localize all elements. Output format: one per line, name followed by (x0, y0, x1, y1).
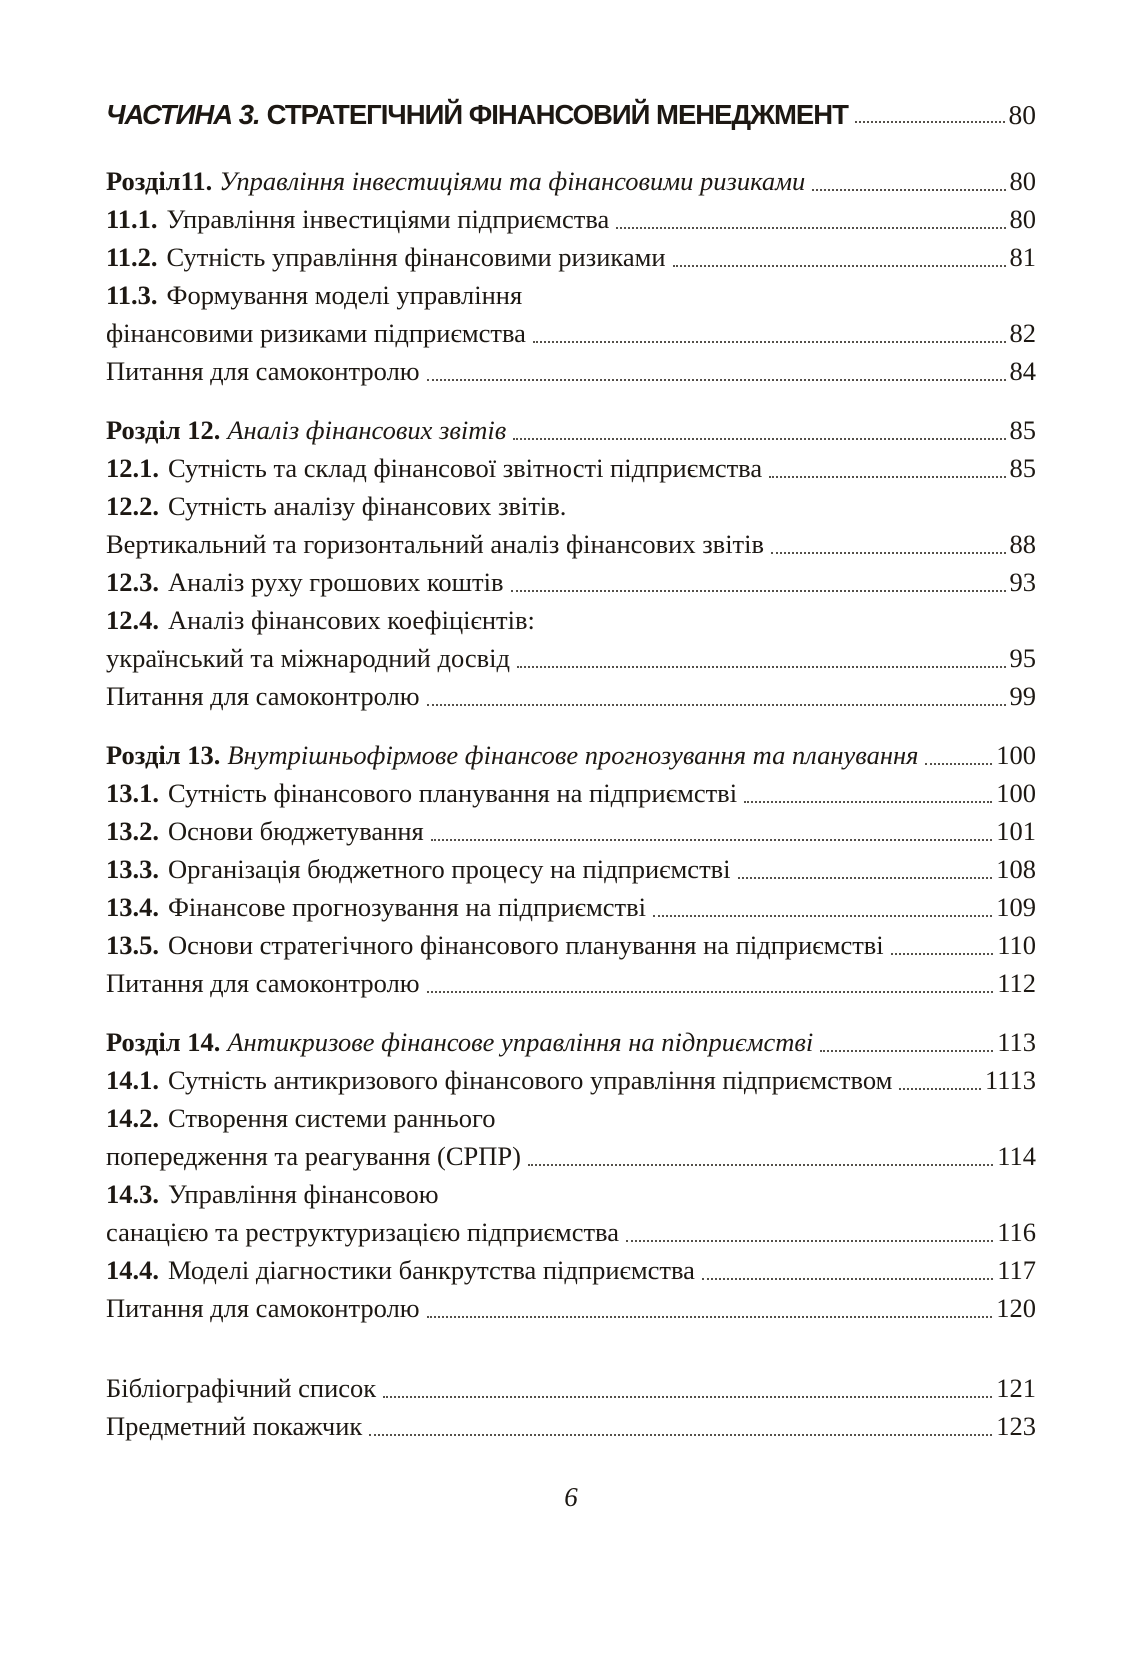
toc-entry (106, 774, 1036, 812)
footer-page-number: 6 (564, 1482, 578, 1512)
toc-entry-number: 13.4. (106, 892, 159, 922)
toc-entry-title: український та міжнародний досвід (106, 643, 510, 673)
toc-entry (106, 1213, 1036, 1251)
part-number: ЧАСТИНА 3. (106, 99, 260, 130)
toc-entry-title: Створення системи раннього (168, 1103, 496, 1133)
toc-entry-number: 14.4. (106, 1255, 159, 1285)
toc-entry-title: Сутність аналізу фінансових звітів. (168, 491, 567, 521)
toc-entry-title: Питання для самоконтролю (106, 681, 420, 711)
toc-entry-number: 12.3. (106, 567, 159, 597)
toc-entry (106, 1251, 1036, 1289)
toc-entry-page: 110 (997, 930, 1036, 960)
leader-dots (511, 590, 1006, 592)
toc-entry (106, 888, 1036, 926)
leader-dots (427, 704, 1006, 706)
toc-entry-page: 85 (1009, 415, 1036, 445)
leader-dots (653, 915, 992, 917)
toc-entries (106, 162, 1036, 1445)
leader-dots (771, 552, 1005, 554)
toc-entry (106, 411, 1036, 449)
toc-entry-page: 123 (996, 1411, 1036, 1441)
toc-group (106, 1023, 1036, 1327)
toc-entry-number: 11.2. (106, 242, 158, 272)
toc-entry-page: 121 (996, 1373, 1036, 1403)
toc-group (106, 736, 1036, 1002)
part-header (106, 98, 1036, 132)
toc-entry-number: 14.3. (106, 1179, 159, 1209)
toc-entry-page: 84 (1009, 356, 1036, 386)
toc-entry-number: Розділ 12. (106, 415, 221, 445)
leader-dots (626, 1240, 993, 1242)
toc-entry (106, 238, 1036, 276)
toc-entry-title: Питання для самоконтролю (106, 356, 420, 386)
leader-dots (383, 1396, 992, 1398)
toc-entry-title: Сутність антикризового фінансового управління підприємством (168, 1065, 893, 1095)
toc-entry (106, 1061, 1036, 1099)
toc-group (106, 162, 1036, 390)
leader-dots (427, 991, 994, 993)
leader-dots (616, 227, 1005, 229)
toc-entry (106, 1023, 1036, 1061)
leader-dots (673, 265, 1006, 267)
toc-entry (106, 926, 1036, 964)
leader-dots (702, 1278, 993, 1280)
leader-dots (744, 801, 992, 803)
leader-dots (925, 763, 992, 765)
toc-entry-number: 12.4. (106, 605, 159, 635)
toc-entry-page: 114 (997, 1141, 1036, 1171)
toc-entry (106, 736, 1036, 774)
toc-entry-page: 108 (996, 854, 1036, 884)
toc-entry-title: Антикризове фінансове управління на підприємстві (227, 1027, 814, 1057)
toc-entry-title: Аналіз руху грошових коштів (168, 567, 504, 597)
toc-entry-page: 95 (1009, 643, 1036, 673)
toc-entry-number: 11.1. (106, 204, 158, 234)
toc-entry-title: Сутність фінансового планування на підприємстві (168, 778, 738, 808)
toc-entry-title: Внутрішньофірмове фінансове прогнозування та планування (227, 740, 919, 770)
toc-entry (106, 1175, 1036, 1213)
toc-entry-number: Розділ 14. (106, 1027, 221, 1057)
toc-entry-title: Моделі діагностики банкрутства підприємства (168, 1255, 695, 1285)
toc-entry-number: 13.2. (106, 816, 159, 846)
toc-entry (106, 352, 1036, 390)
toc-entry-number: 14.2. (106, 1103, 159, 1133)
toc-entry-page: 116 (997, 1217, 1036, 1247)
toc-entry-title: Аналіз фінансових звітів (227, 415, 507, 445)
leader-dots (855, 121, 1005, 123)
toc-entry-title: Основи бюджетування (168, 816, 424, 846)
toc-entry-page: 100 (996, 778, 1036, 808)
toc-entry-title: Предметний покажчик (106, 1411, 363, 1441)
toc-entry-page: 113 (997, 1027, 1036, 1057)
toc-entry-title: попередження та реагування (СРПР) (106, 1141, 521, 1171)
toc-entry (106, 1137, 1036, 1175)
toc-entry (106, 1369, 1036, 1407)
toc-entry (106, 601, 1036, 639)
toc-entry-number: 13.3. (106, 854, 159, 884)
leader-dots (891, 953, 994, 955)
toc-entry-page: 93 (1009, 567, 1036, 597)
leader-dots (517, 666, 1006, 668)
toc-entry-title: Основи стратегічного фінансового планування на підприємстві (168, 930, 884, 960)
leader-dots (369, 1434, 992, 1436)
toc-entry-title: Управління інвестиціями підприємства (166, 204, 610, 234)
toc-entry-title: Управління інвестиціями та фінансовими ризиками (219, 166, 806, 196)
toc-entry (106, 850, 1036, 888)
toc-entry-number: 14.1. (106, 1065, 159, 1095)
toc-entry-title: Вертикальний та горизонтальний аналіз фінансових звітів (106, 529, 765, 559)
toc-entry-page: 117 (997, 1255, 1036, 1285)
toc-entry-number: 13.1. (106, 778, 159, 808)
toc-entry-page: 100 (996, 740, 1036, 770)
toc-group (106, 1369, 1036, 1445)
toc-entry-page: 82 (1009, 318, 1036, 348)
leader-dots (738, 877, 993, 879)
leader-dots (899, 1088, 981, 1090)
toc-entry-page: 101 (996, 816, 1036, 846)
toc-entry (106, 200, 1036, 238)
toc-entry (106, 1407, 1036, 1445)
toc-entry-title: Питання для самоконтролю (106, 968, 420, 998)
leader-dots (533, 341, 1006, 343)
toc-entry-page: 85 (1009, 453, 1036, 483)
part-title: СТРАТЕГІЧНИЙ ФІНАНСОВИЙ МЕНЕДЖМЕНТ (266, 99, 848, 130)
toc-entry-number: Розділ 13. (106, 740, 221, 770)
toc-entry-page: 81 (1009, 242, 1036, 272)
toc-entry-page: 80 (1009, 204, 1036, 234)
toc-entry (106, 276, 1036, 314)
toc-entry-title: Аналіз фінансових коефіцієнтів: (168, 605, 535, 635)
toc-entry-number: 13.5. (106, 930, 159, 960)
toc-entry-page: 109 (996, 892, 1036, 922)
toc-entry-title: Формування моделі управління (166, 280, 523, 310)
toc-entry (106, 639, 1036, 677)
toc-entry (106, 1099, 1036, 1137)
toc-entry-page: 1113 (984, 1065, 1036, 1095)
toc-entry-number: Розділ11. (106, 166, 213, 196)
toc-entry-page: 88 (1009, 529, 1036, 559)
leader-dots (769, 476, 1005, 478)
leader-dots (513, 438, 1005, 440)
toc-entry-title: Сутність управління фінансовими ризиками (166, 242, 666, 272)
toc-entry-page: 112 (997, 968, 1036, 998)
toc-entry-title: Сутність та склад фінансової звітності підприємства (168, 453, 763, 483)
toc-entry-title: Управління фінансовою (168, 1179, 439, 1209)
leader-dots (812, 189, 1005, 191)
toc-entry-title: Фінансове прогнозування на підприємстві (168, 892, 646, 922)
leader-dots (427, 379, 1006, 381)
toc-entry-page: 80 (1009, 166, 1036, 196)
toc-entry-number: 12.2. (106, 491, 159, 521)
toc-entry (106, 525, 1036, 563)
leader-dots (820, 1050, 993, 1052)
toc-entry (106, 162, 1036, 200)
toc-entry (106, 563, 1036, 601)
toc-entry-number: 12.1. (106, 453, 159, 483)
toc-entry-title: фінансовими ризиками підприємства (106, 318, 526, 348)
toc-entry-page: 99 (1009, 681, 1036, 711)
leader-dots (427, 1316, 993, 1318)
toc-entry-title: Бібліографічний список (106, 1373, 377, 1403)
toc-group (106, 411, 1036, 715)
leader-dots (431, 839, 993, 841)
part-page-number: 80 (1008, 99, 1036, 130)
toc-entry (106, 314, 1036, 352)
toc-entry (106, 677, 1036, 715)
leader-dots (528, 1164, 993, 1166)
toc-entry (106, 1289, 1036, 1327)
toc-entry-page: 120 (996, 1293, 1036, 1323)
toc-entry-number: 11.3. (106, 280, 158, 310)
toc-entry (106, 812, 1036, 850)
toc-entry-title: санацією та реструктуризацією підприємства (106, 1217, 619, 1247)
toc-entry-title: Питання для самоконтролю (106, 1293, 420, 1323)
toc-entry (106, 964, 1036, 1002)
toc-entry-title: Організація бюджетного процесу на підприємстві (168, 854, 731, 884)
toc-entry (106, 449, 1036, 487)
toc-entry (106, 487, 1036, 525)
